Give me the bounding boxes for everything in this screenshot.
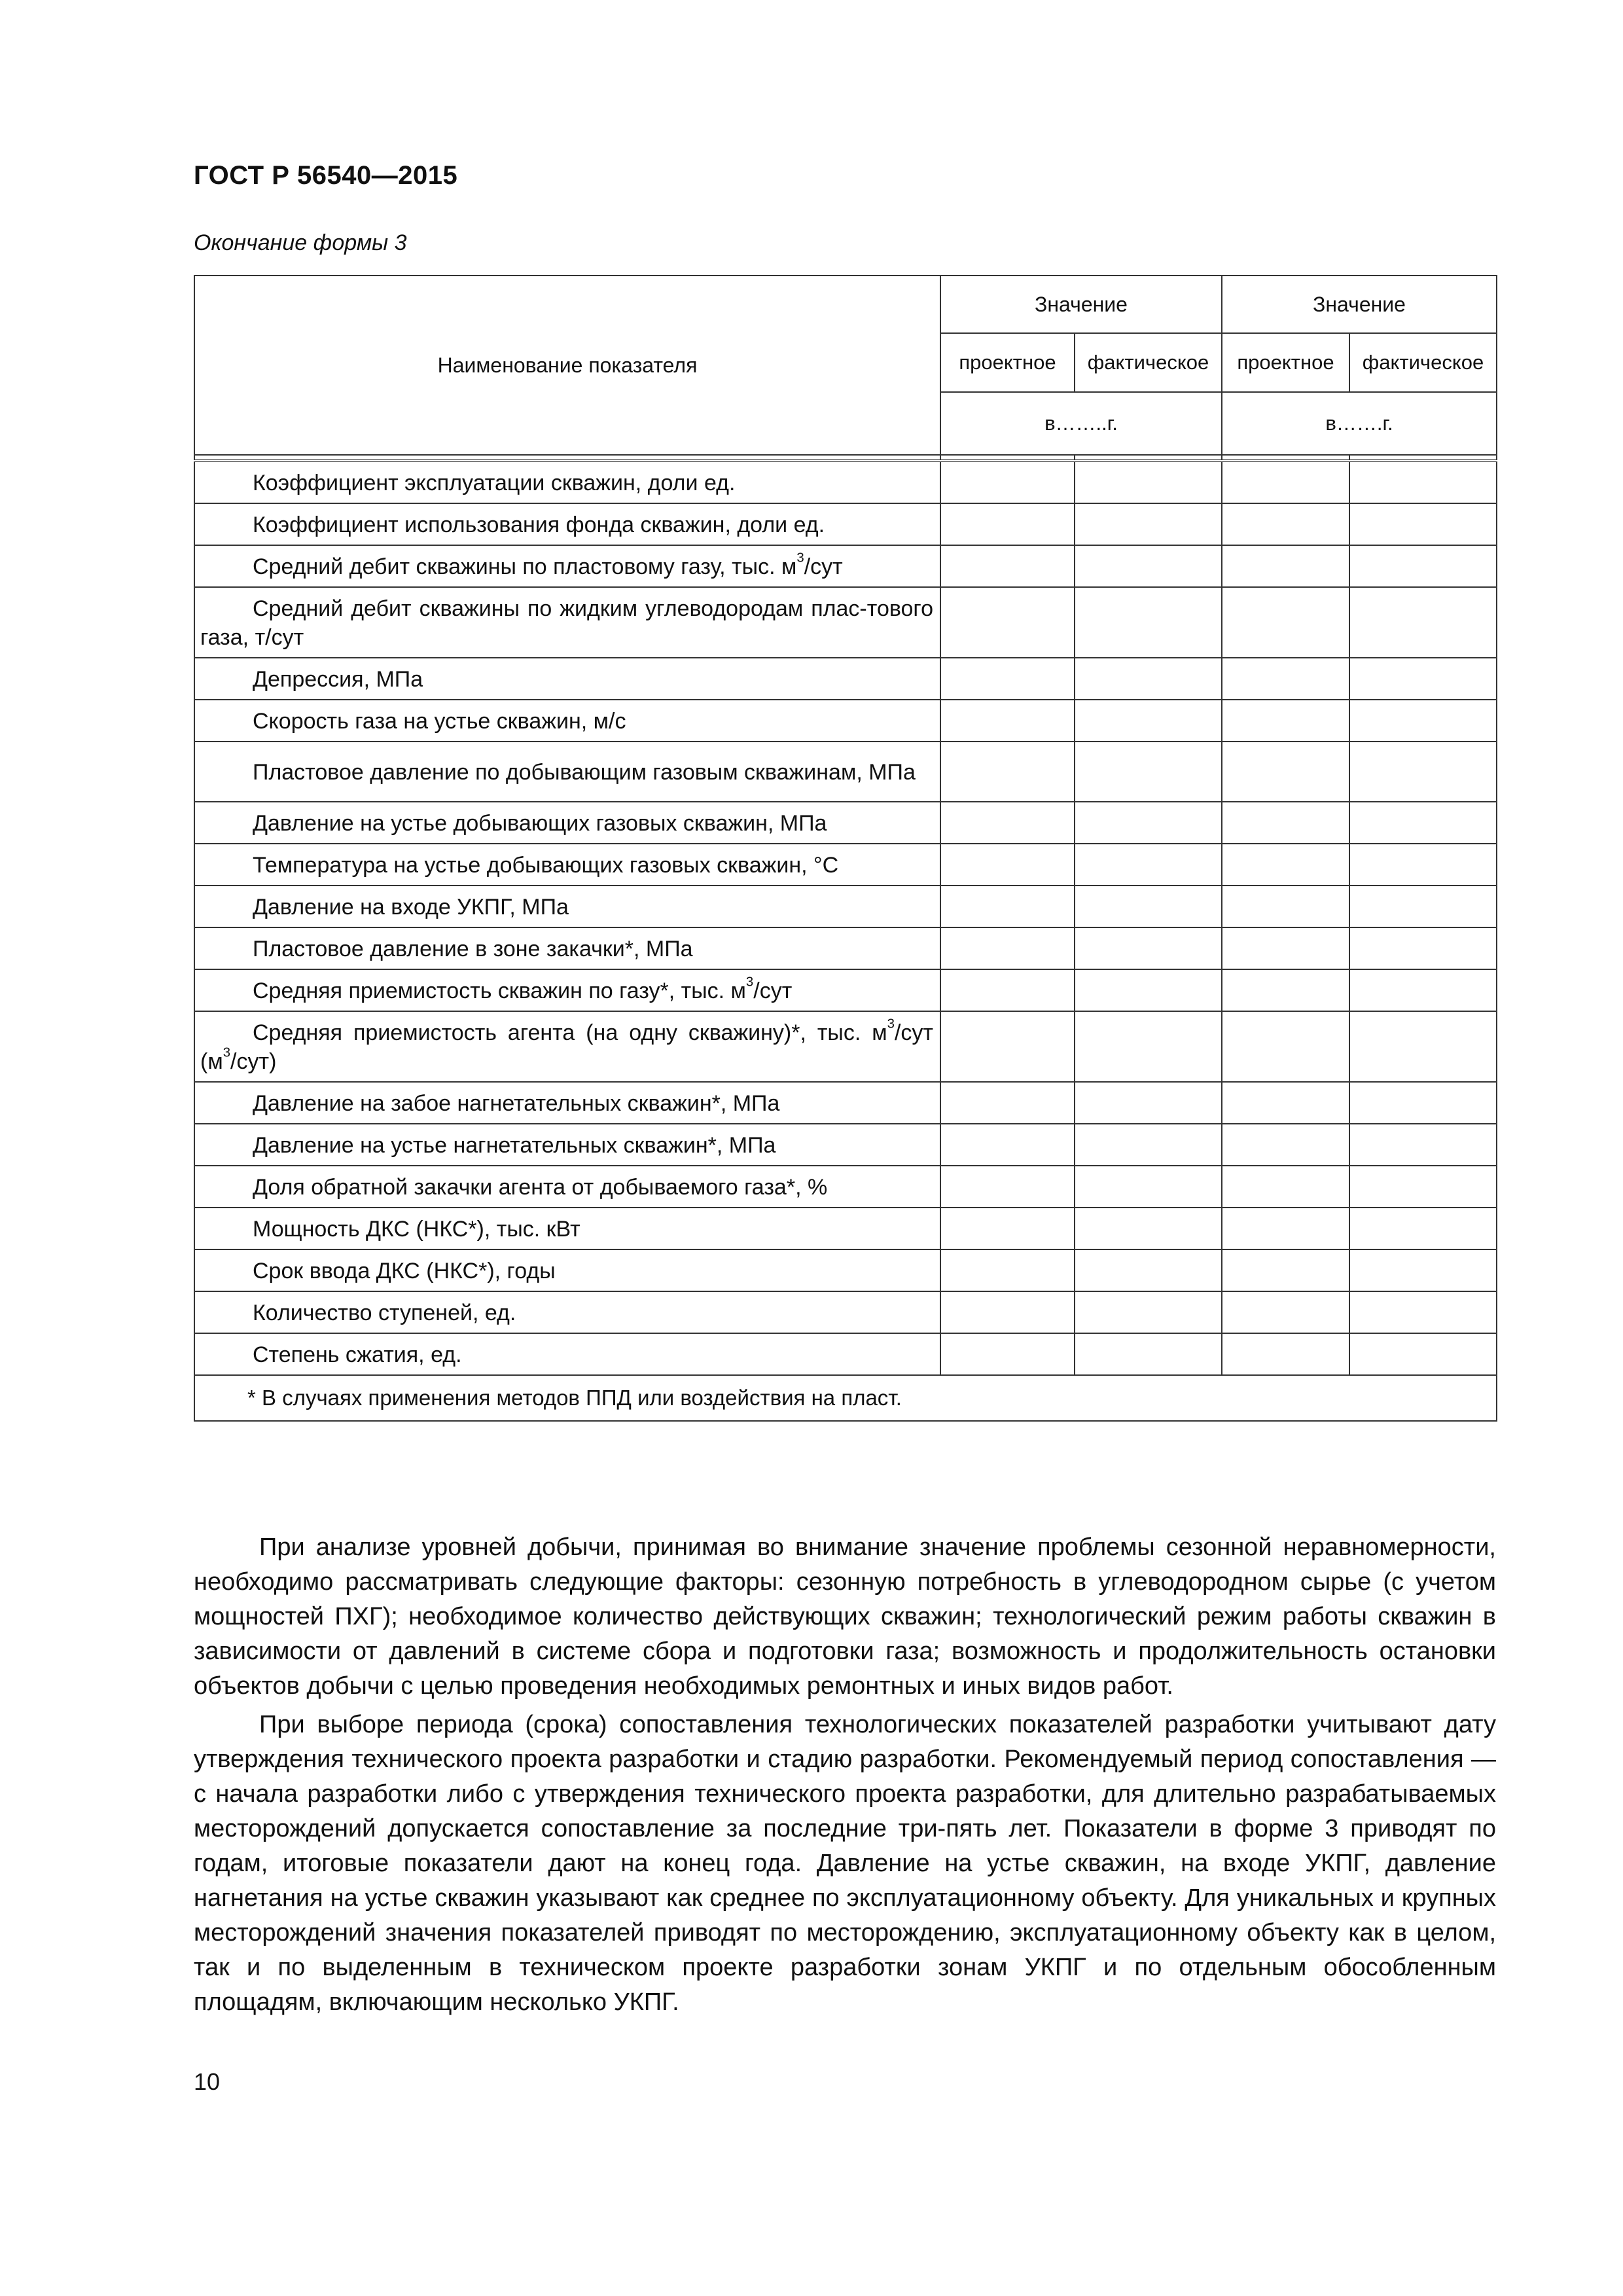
indicator-name-cell: [194, 1291, 940, 1333]
value-cell[interactable]: [1349, 927, 1497, 969]
table-body: [194, 461, 1497, 1375]
indicator-text: Давление на входе УКПГ, МПа: [253, 895, 569, 920]
value-cell[interactable]: [940, 461, 1075, 503]
indicator-name-cell: [194, 1208, 940, 1249]
indicator-text: Пластовое давление в зоне закачки*, МПа: [253, 937, 693, 961]
table-row: [194, 503, 1497, 545]
value-cell[interactable]: [1075, 1291, 1222, 1333]
table-row: [194, 461, 1497, 503]
value-cell[interactable]: [1222, 1249, 1349, 1291]
value-cell[interactable]: [1349, 844, 1497, 886]
value-cell[interactable]: [940, 503, 1075, 545]
value-cell[interactable]: [940, 700, 1075, 742]
table-row: [194, 742, 1497, 802]
value-cell[interactable]: [940, 1291, 1075, 1333]
unit-exponent: 3: [745, 975, 754, 990]
value-cell[interactable]: [1222, 503, 1349, 545]
table-row: [194, 927, 1497, 969]
value-cell[interactable]: [1222, 1124, 1349, 1166]
value-cell[interactable]: [940, 658, 1075, 700]
indicator-name-cell: [194, 742, 940, 802]
value-cell[interactable]: [1349, 742, 1497, 802]
value-cell[interactable]: [1349, 461, 1497, 503]
value-cell[interactable]: [1222, 969, 1349, 1011]
value-cell[interactable]: [1349, 1011, 1497, 1082]
table-row: [194, 700, 1497, 742]
value-group-2-header: Значение: [1222, 276, 1497, 333]
table-row: [194, 886, 1497, 927]
value-cell[interactable]: [940, 927, 1075, 969]
indicator-text: Пластовое давление по добывающим газовым скважинам, МПа: [253, 760, 916, 785]
value-cell[interactable]: [1349, 658, 1497, 700]
indicator-text: Срок ввода ДКС (НКС*), годы: [253, 1259, 556, 1283]
value-cell[interactable]: [1075, 802, 1222, 844]
value-cell[interactable]: [1075, 461, 1222, 503]
table-row: [194, 969, 1497, 1011]
value-cell[interactable]: [1349, 1291, 1497, 1333]
value-cell[interactable]: [1349, 886, 1497, 927]
value-cell[interactable]: [1349, 802, 1497, 844]
table-row: [194, 1208, 1497, 1249]
indicator-text: Коэффициент использования фонда скважин, доли ед.: [253, 512, 825, 537]
indicator-text: Доля обратной закачки агента от добываемого газа*, %: [253, 1175, 828, 1200]
table-row: [194, 1011, 1497, 1082]
group-1-year-header: в……..г.: [940, 392, 1222, 455]
indicator-text: Средний дебит скважины по жидким углеводородам плас-тового газа, т/сут: [200, 596, 933, 650]
indicator-text: /сут): [230, 1049, 277, 1074]
value-cell[interactable]: [1222, 886, 1349, 927]
value-cell[interactable]: [1349, 969, 1497, 1011]
value-cell[interactable]: [1222, 1333, 1349, 1375]
table-row: [194, 1166, 1497, 1208]
value-cell[interactable]: [1075, 1166, 1222, 1208]
value-cell[interactable]: [940, 1249, 1075, 1291]
indicator-text: Средняя приемистость агента (на одну скважину)*, тыс. м: [253, 1020, 887, 1045]
indicator-name-cell: [194, 1333, 940, 1375]
form-caption: Окончание формы 3: [194, 230, 407, 255]
indicator-name-cell: [194, 587, 940, 658]
value-cell[interactable]: [1349, 1208, 1497, 1249]
value-cell[interactable]: [940, 844, 1075, 886]
value-cell[interactable]: [1349, 1124, 1497, 1166]
indicator-name-cell: [194, 802, 940, 844]
indicator-name-cell: [194, 1082, 940, 1124]
indicator-name-cell: [194, 886, 940, 927]
indicator-text: Температура на устье добывающих газовых скважин, °С: [253, 853, 839, 878]
indicator-name-header: Наименование показателя: [194, 276, 940, 455]
indicator-text: /сут: [804, 554, 843, 579]
value-cell[interactable]: [1349, 503, 1497, 545]
indicator-text: Степень сжатия, ед.: [253, 1342, 462, 1367]
value-cell[interactable]: [1222, 1291, 1349, 1333]
indicator-text: Мощность ДКС (НКС*), тыс. кВт: [253, 1217, 580, 1242]
value-cell[interactable]: [1222, 658, 1349, 700]
table-row: [194, 1124, 1497, 1166]
indicator-text: Депрессия, МПа: [253, 667, 423, 692]
indicator-text: Давление на устье нагнетательных скважин*, МПа: [253, 1133, 776, 1158]
value-cell[interactable]: [1222, 700, 1349, 742]
table-row: [194, 1333, 1497, 1375]
value-cell[interactable]: [1075, 844, 1222, 886]
value-cell[interactable]: [940, 545, 1075, 587]
group-1-actual-header: фактическое: [1075, 333, 1222, 392]
indicator-text: /сут: [753, 978, 793, 1003]
paragraph: При выборе периода (срока) сопоставления технологических показателей разработки учитывают дату утверждения технического проекта разработки и стадию разработки. Рекомендуемый период сопоставления — с начала разработки либо с утверждения технического проекта разработки, для длительно разрабатываемых месторождений допускается сопоставление за последние три-пять лет. Показатели в форме 3 приводят по годам, итоговые показатели дают на конец года. Давление на устье скважин, на входе УКПГ, давление нагнетания на устье скважин указывают как среднее по эксплуатационному объекту. Для уникальных и крупных месторождений значения показателей приводят по месторождению, эксплуатационному объекту как в целом, так и по выделенным в техническом проекте разработки зонам УКПГ и по отдельным обособленным площадям, включающим несколько УКПГ.: [194, 1711, 1496, 2016]
value-cell[interactable]: [1075, 1333, 1222, 1375]
indicator-text: Скорость газа на устье скважин, м/с: [253, 709, 626, 734]
indicator-name-cell: [194, 1124, 940, 1166]
value-cell[interactable]: [1075, 700, 1222, 742]
indicator-text: Количество ступеней, ед.: [253, 1300, 516, 1325]
value-cell[interactable]: [1075, 969, 1222, 1011]
value-cell[interactable]: [1349, 587, 1497, 658]
value-cell[interactable]: [940, 1333, 1075, 1375]
value-cell[interactable]: [1075, 742, 1222, 802]
group-2-actual-header: фактическое: [1349, 333, 1497, 392]
value-cell[interactable]: [1222, 802, 1349, 844]
value-cell[interactable]: [1075, 1082, 1222, 1124]
table-row: [194, 1249, 1497, 1291]
page-number: 10: [194, 2068, 221, 2095]
table-row: [194, 802, 1497, 844]
table-row: [194, 1291, 1497, 1333]
unit-exponent: 3: [796, 550, 804, 565]
table-row: [194, 1082, 1497, 1124]
value-cell[interactable]: [940, 742, 1075, 802]
group-2-year-header: в…….г.: [1222, 392, 1497, 455]
indicator-text: Средний дебит скважины по пластовому газу, тыс. м: [253, 554, 797, 579]
value-cell[interactable]: [1222, 742, 1349, 802]
value-group-1-header: Значение: [940, 276, 1222, 333]
value-cell[interactable]: [1222, 1011, 1349, 1082]
value-cell[interactable]: [1349, 545, 1497, 587]
indicator-name-cell: [194, 503, 940, 545]
unit-exponent: 3: [223, 1045, 231, 1060]
value-cell[interactable]: [1222, 1166, 1349, 1208]
value-cell[interactable]: [1075, 886, 1222, 927]
value-cell[interactable]: [1222, 1208, 1349, 1249]
indicator-name-cell: [194, 1011, 940, 1082]
value-cell[interactable]: [1075, 658, 1222, 700]
value-cell[interactable]: [1349, 700, 1497, 742]
value-cell[interactable]: [1222, 844, 1349, 886]
indicator-name-cell: [194, 969, 940, 1011]
indicator-text: Давление на устье добывающих газовых скважин, МПа: [253, 811, 827, 836]
group-1-projected-header: проектное: [940, 333, 1075, 392]
value-cell[interactable]: [940, 886, 1075, 927]
value-cell[interactable]: [940, 1011, 1075, 1082]
group-2-projected-header: проектное: [1222, 333, 1349, 392]
indicator-name-cell: [194, 658, 940, 700]
indicator-name-cell: [194, 1249, 940, 1291]
indicator-name-cell: [194, 545, 940, 587]
value-cell[interactable]: [1075, 1011, 1222, 1082]
form-3-table: [194, 275, 1497, 1422]
value-cell[interactable]: [1075, 545, 1222, 587]
table-row: [194, 658, 1497, 700]
indicator-name-cell: [194, 1166, 940, 1208]
value-cell[interactable]: [940, 969, 1075, 1011]
value-cell[interactable]: [1222, 545, 1349, 587]
value-cell[interactable]: [1222, 927, 1349, 969]
document-id: ГОСТ Р 56540—2015: [194, 161, 458, 190]
indicator-name-cell: [194, 700, 940, 742]
indicator-text: Коэффициент эксплуатации скважин, доли ед.: [253, 471, 736, 495]
table-row: [194, 844, 1497, 886]
unit-exponent: 3: [887, 1016, 895, 1031]
body-text: [194, 1530, 1496, 2020]
value-cell[interactable]: [1222, 1082, 1349, 1124]
value-cell[interactable]: [1075, 503, 1222, 545]
value-cell[interactable]: [1075, 1208, 1222, 1249]
value-cell[interactable]: [940, 1208, 1075, 1249]
value-cell[interactable]: [1222, 587, 1349, 658]
table-footnote: * В случаях применения методов ППД или воздействия на пласт.: [194, 1375, 1497, 1421]
value-cell[interactable]: [1222, 461, 1349, 503]
value-cell[interactable]: [940, 1166, 1075, 1208]
table-row: [194, 545, 1497, 587]
indicator-text: /сут (м: [200, 1020, 933, 1074]
value-cell[interactable]: [940, 1124, 1075, 1166]
indicator-name-cell: [194, 927, 940, 969]
value-cell[interactable]: [1349, 1249, 1497, 1291]
value-cell[interactable]: [940, 1082, 1075, 1124]
value-cell[interactable]: [1075, 1249, 1222, 1291]
value-cell[interactable]: [1349, 1333, 1497, 1375]
value-cell[interactable]: [940, 802, 1075, 844]
value-cell[interactable]: [940, 587, 1075, 658]
indicator-name-cell: [194, 844, 940, 886]
value-cell[interactable]: [1075, 1124, 1222, 1166]
value-cell[interactable]: [1349, 1082, 1497, 1124]
value-cell[interactable]: [1349, 1166, 1497, 1208]
value-cell[interactable]: [1075, 927, 1222, 969]
indicator-text: Давление на забое нагнетательных скважин*, МПа: [253, 1091, 780, 1116]
value-cell[interactable]: [1075, 587, 1222, 658]
indicator-name-cell: [194, 461, 940, 503]
paragraph: При анализе уровней добычи, принимая во внимание значение проблемы сезонной неравномерности, необходимо рассматривать следующие факторы: сезонную потребность в углеводородном сырье (с учетом мощностей ПХГ); необходимое количество действующих скважин; технологический режим работы скважин в зависимости от давлений в системе сбора и подготовки газа; возможность и продолжительность остановки объектов добычи с целью проведения необходимых ремонтных и иных видов работ.: [194, 1534, 1496, 1700]
indicator-text: Средняя приемистость скважин по газу*, тыс. м: [253, 978, 746, 1003]
table-row: [194, 587, 1497, 658]
